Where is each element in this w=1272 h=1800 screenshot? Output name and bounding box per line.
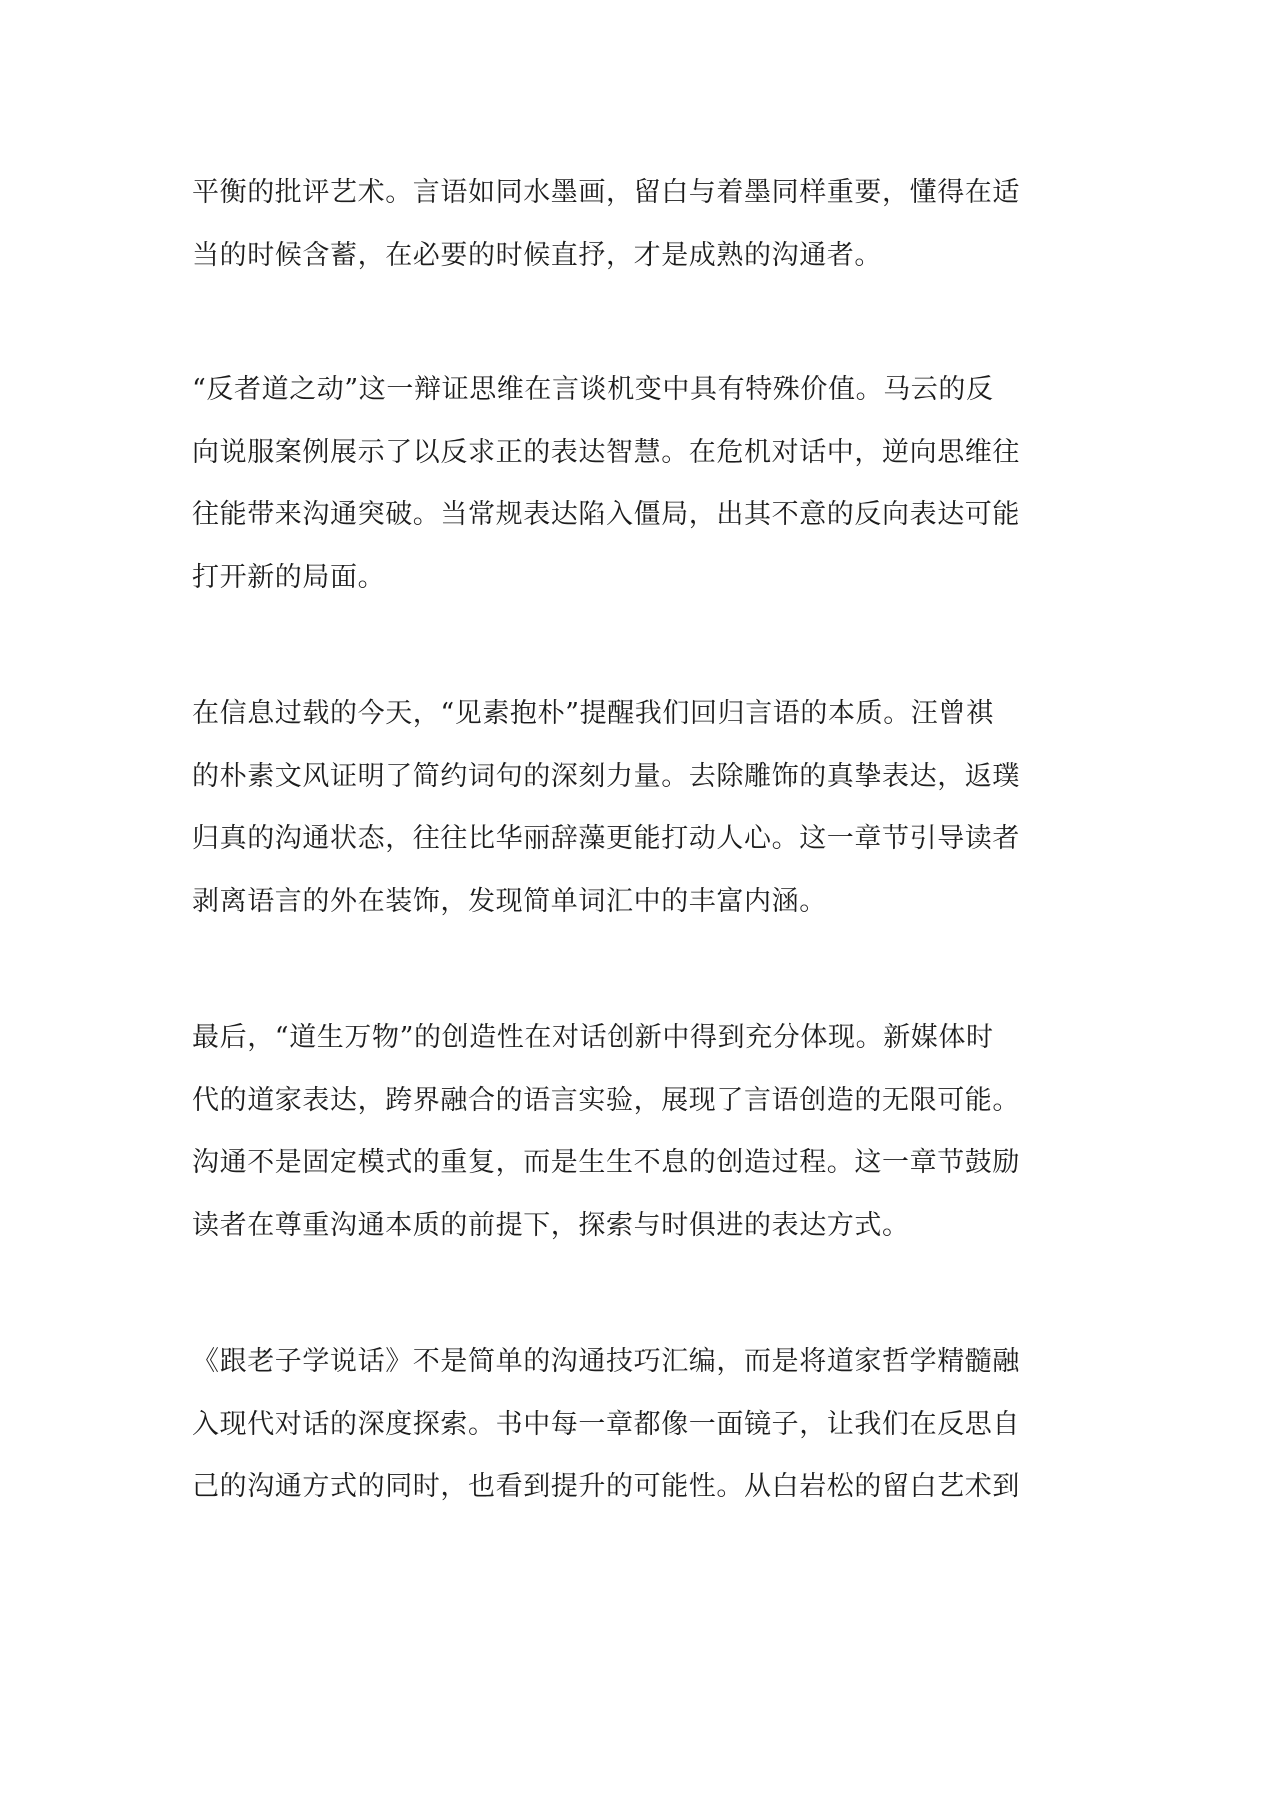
paragraph-line: 代的道家表达，跨界融合的语言实验，展现了言语创造的无限可能。 xyxy=(192,1084,1020,1116)
paragraph-line: 往能带来沟通突破。当常规表达陷入僵局，出其不意的反向表达可能 xyxy=(192,499,1020,530)
paragraph-line: 在信息过载的今天，“见素抱朴”提醒我们回归言语的本质。汪曾祺 xyxy=(192,698,994,729)
paragraph-line: 入现代对话的深度探索。书中每一章都像一面镜子，让我们在反思自 xyxy=(192,1408,1020,1440)
paragraph-line: 读者在尊重沟通本质的前提下，探索与时俱进的表达方式。 xyxy=(192,1209,910,1241)
paragraph-line: 最后，“道生万物”的创造性在对话创新中得到充分体现。新媒体时 xyxy=(192,1022,994,1053)
paragraph-line: 的朴素文风证明了简约词句的深刻力量。去除雕饰的真挚表达，返璞 xyxy=(192,760,1020,792)
paragraph-5 xyxy=(192,1331,1082,1519)
paragraph-3 xyxy=(192,683,1082,933)
paragraph-line: 平衡的批评艺术。言语如同水墨画，留白与着墨同样重要，懂得在适 xyxy=(192,177,1020,208)
paragraph-line: 《跟老子学说话》不是简单的沟通技巧汇编，而是将道家哲学精髓融 xyxy=(192,1346,1020,1377)
paragraph-line: 归真的沟通状态，往往比华丽辞藻更能打动人心。这一章节引导读者 xyxy=(192,823,1020,854)
paragraph-line: 向说服案例展示了以反求正的表达智慧。在危机对话中，逆向思维往 xyxy=(192,436,1020,468)
paragraph-line: 剥离语言的外在装饰，发现简单词汇中的丰富内涵。 xyxy=(192,885,827,917)
paragraph-line: “反者道之动”这一辩证思维在言谈机变中具有特殊价值。马云的反 xyxy=(192,374,994,405)
paragraph-line: 己的沟通方式的同时，也看到提升的可能性。从白岩松的留白艺术到 xyxy=(192,1471,1020,1502)
paragraph-2 xyxy=(192,359,1082,609)
paragraph-1 xyxy=(192,162,1082,287)
paragraph-4 xyxy=(192,1007,1082,1257)
paragraph-line: 打开新的局面。 xyxy=(192,561,386,593)
paragraph-line: 沟通不是固定模式的重复，而是生生不息的创造过程。这一章节鼓励 xyxy=(192,1147,1020,1178)
paragraph-line: 当的时候含蓄，在必要的时候直抒，才是成熟的沟通者。 xyxy=(192,239,882,271)
